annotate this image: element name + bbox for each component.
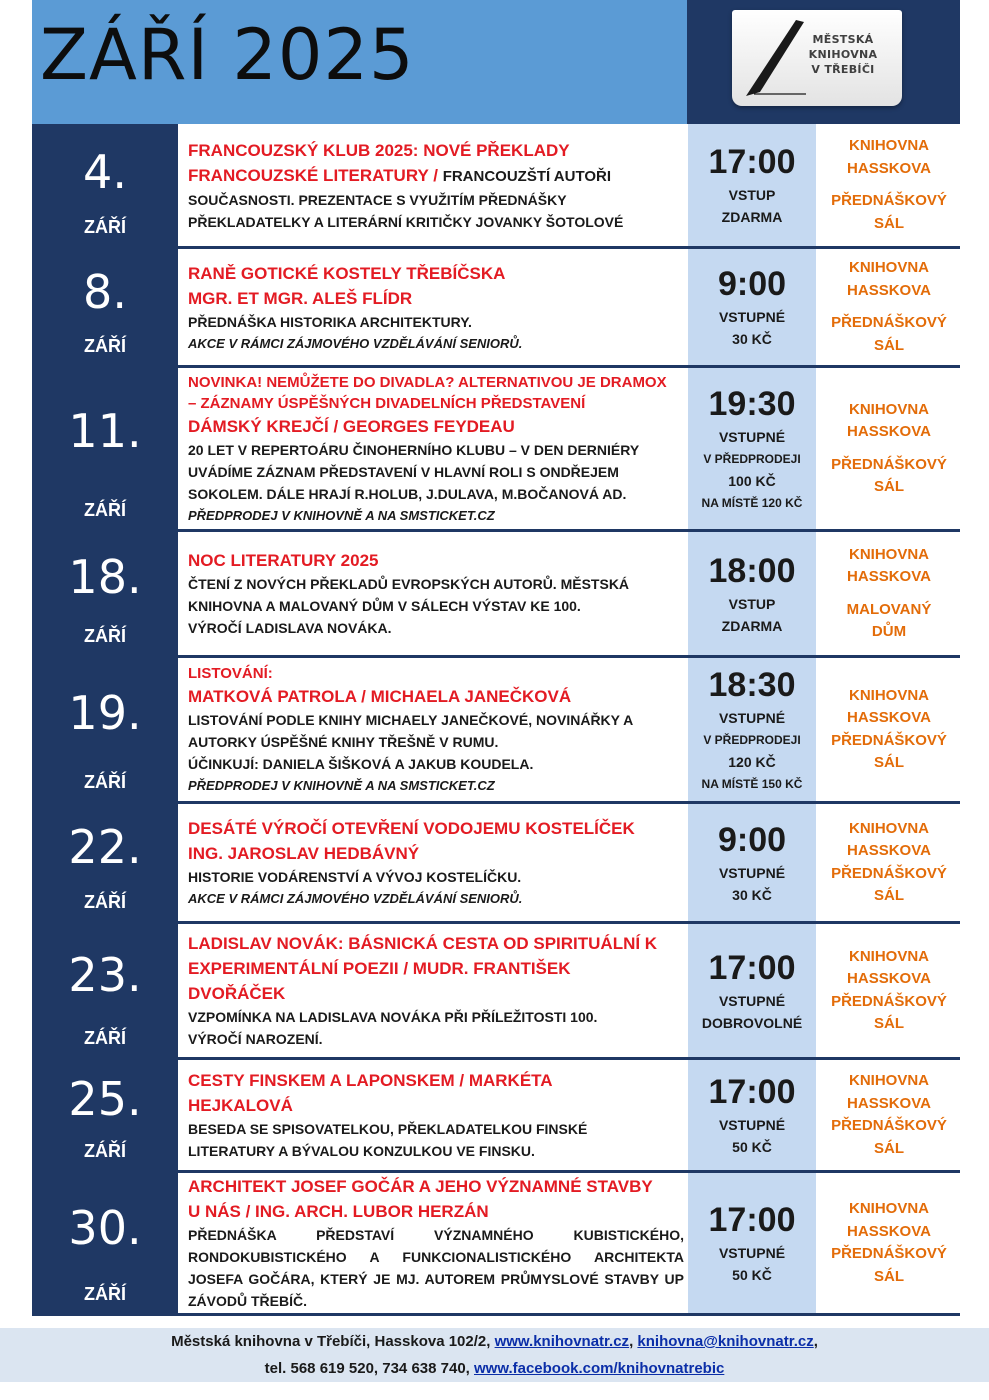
event-description	[188, 658, 684, 801]
event-title-text: LADISLAV NOVÁK: BÁSNICKÁ CESTA OD SPIRITUÁLNÍ K	[188, 934, 658, 953]
library-logo	[732, 10, 902, 106]
event-description	[188, 1060, 684, 1170]
event-title-line	[188, 261, 684, 286]
event-place-line: KNIHOVNA	[848, 259, 929, 276]
event-time: 17:00	[708, 1073, 796, 1111]
date-cell	[32, 1173, 178, 1313]
event-place-line: SÁL	[874, 1267, 904, 1285]
event-note-line: AKCE V RÁMCI ZÁJMOVÉHO VZDĚLÁVÁNÍ SENIORŮ.	[188, 891, 523, 906]
event-day: 22.	[68, 820, 142, 874]
event-title-text: U NÁS / ING. ARCH. LUBOR HERZÁN	[188, 1202, 489, 1221]
event-place-line: PŘEDNÁŠKOVÝ	[831, 1117, 947, 1134]
event-place-line: HASSKOVA	[847, 281, 931, 299]
event-month: ZÁŘÍ	[84, 626, 126, 646]
place-cell	[818, 532, 960, 655]
event-month: ZÁŘÍ	[84, 217, 126, 237]
time-cell	[688, 804, 816, 921]
event-month: ZÁŘÍ	[84, 772, 126, 792]
event-place-line: PŘEDNÁŠKOVÝ	[831, 455, 947, 473]
event-note-line: PŘEDPRODEJ V KNIHOVNĚ A NA SMSTICKET.CZ	[188, 507, 495, 523]
event-place-line: KNIHOVNA	[848, 400, 929, 418]
event-title-line	[188, 1068, 684, 1093]
event-body-line: LISTOVÁNÍ PODLE KNIHY MICHAELY JANEČKOVÉ, NOVINÁŘKY A	[188, 712, 634, 728]
event-price-line: VSTUP	[728, 595, 776, 612]
event-month: ZÁŘÍ	[84, 1284, 126, 1304]
place-cell	[818, 1173, 960, 1313]
place-cell	[818, 1060, 960, 1170]
event-place-line: DŮM	[871, 623, 907, 640]
title-band	[32, 0, 687, 124]
event-place-line: SÁL	[874, 1015, 904, 1032]
time-cell	[688, 1173, 816, 1313]
time-cell	[688, 368, 816, 529]
event-day: 8.	[83, 265, 127, 319]
place-cell	[818, 924, 960, 1057]
event-time: 9:00	[717, 820, 787, 859]
event-price-line: ZDARMA	[721, 617, 783, 634]
event-body-line: SOUČASNOSTI. PREZENTACE S VYUŽITÍM PŘEDNÁŠKY	[188, 191, 567, 208]
logo-text	[804, 32, 882, 77]
event-place-line: KNIHOVNA	[848, 137, 929, 154]
page-title: ZÁŘÍ 2025	[40, 14, 415, 96]
event-month: ZÁŘÍ	[84, 892, 126, 912]
event-time: 17:00	[708, 948, 796, 987]
place-cell	[818, 124, 960, 246]
event-body-line: VÝROČÍ LADISLAVA NOVÁKA.	[188, 620, 392, 636]
event-row	[32, 924, 960, 1060]
event-title-text: HEJKALOVÁ	[188, 1096, 293, 1115]
event-price-line: VSTUPNÉ	[718, 864, 786, 881]
event-title-text: EXPERIMENTÁLNÍ POEZII / MUDR. FRANTIŠEK	[188, 959, 571, 978]
event-place-line: KNIHOVNA	[848, 1200, 929, 1217]
event-speaker: FRANCOUZŠTÍ AUTOŘI	[442, 167, 612, 185]
event-place-line: KNIHOVNA	[848, 819, 929, 837]
footer-address: Městská knihovna v Třebíči, Hasskova 102/2,	[171, 1333, 495, 1350]
event-price-line: 30 KČ	[732, 886, 772, 903]
time-cell	[688, 124, 816, 246]
event-place-line: SÁL	[874, 754, 904, 771]
event-row	[32, 368, 960, 532]
event-title-text: ARCHITEKT JOSEF GOČÁR A JEHO VÝZNAMNÉ STAVBY	[188, 1177, 653, 1196]
event-price-line: ZDARMA	[721, 209, 783, 225]
event-time: 17:00	[708, 1201, 796, 1239]
event-row	[32, 124, 960, 249]
event-title-line	[188, 841, 684, 866]
event-day: 4.	[83, 145, 127, 199]
event-day: 11.	[68, 404, 142, 458]
footer-separator: ,	[629, 1333, 638, 1350]
footer-line-end: ,	[813, 1333, 818, 1350]
event-title-line	[188, 548, 684, 573]
event-price-line: VSTUPNÉ	[718, 1245, 786, 1261]
event-body-line: PŘEDNÁŠKA PŘEDSTAVÍ VÝZNAMNÉHO KUBISTICKÉHO, RONDOKUBISTICKÉHO A FUNKCIONALISTICKÉHO ARCHITEKTA JOSEFA GOČÁRA, KTERÝ JE MJ. AUTOREM PRŮMYSLOVÉ STAVBY UP ZÁVODŮ TŘEBÍČ.	[188, 1227, 684, 1309]
place-cell	[818, 249, 960, 365]
facebook-link[interactable]: www.facebook.com/knihovnatrebic	[474, 1360, 725, 1377]
event-pretitle-line: NOVINKA! NEMŮŽETE DO DIVADLA? ALTERNATIVOU JE DRAMOX	[188, 373, 667, 391]
date-cell	[32, 532, 178, 655]
event-day: 25.	[68, 1072, 142, 1126]
event-place-line: KNIHOVNA	[848, 947, 929, 965]
event-note-line: AKCE V RÁMCI ZÁJMOVÉHO VZDĚLÁVÁNÍ SENIORŮ.	[188, 335, 523, 351]
event-place-line: SÁL	[874, 887, 904, 904]
event-place-line: HASSKOVA	[847, 159, 931, 177]
event-title-line	[188, 684, 684, 709]
event-place-line: PŘEDNÁŠKOVÝ	[831, 992, 947, 1010]
event-place-line: PŘEDNÁŠKOVÝ	[831, 864, 947, 882]
website-link[interactable]: www.knihovnatr.cz	[494, 1333, 630, 1350]
date-cell	[32, 924, 178, 1057]
event-title-text: MATKOVÁ PATROLA / MICHAELA JANEČKOVÁ	[188, 687, 572, 706]
time-cell	[688, 532, 816, 655]
event-place-line: PŘEDNÁŠKOVÝ	[831, 192, 947, 209]
event-place-line: SÁL	[874, 214, 904, 232]
event-body-line: VÝROČÍ NAROZENÍ.	[188, 1031, 323, 1047]
event-title-text: DVOŘÁČEK	[188, 984, 286, 1003]
event-title-text: MGR. ET MGR. ALEŠ FLÍDR	[188, 288, 413, 308]
event-day: 18.	[68, 550, 142, 604]
event-price-line: 100 KČ	[728, 472, 776, 489]
event-pretitle-line: – ZÁZNAMY ÚSPĚŠNÝCH DIVADELNÍCH PŘEDSTAVENÍ	[188, 394, 586, 412]
time-cell	[688, 658, 816, 801]
place-cell	[818, 658, 960, 801]
time-cell	[688, 1060, 816, 1170]
date-cell	[32, 658, 178, 801]
event-title-line	[188, 1174, 684, 1199]
event-body-line: BESEDA SE SPISOVATELKOU, PŘEKLADATELKOU FINSKÉ	[188, 1121, 588, 1137]
date-cell	[32, 368, 178, 529]
footer-phones: tel. 568 619 520, 734 638 740,	[264, 1360, 474, 1377]
event-row	[32, 1060, 960, 1173]
event-place-line: SÁL	[874, 478, 904, 495]
footer	[0, 1328, 989, 1382]
event-place-line: HASSKOVA	[847, 1094, 931, 1112]
event-title-line	[188, 981, 684, 1006]
event-place-line: KNIHOVNA	[848, 1072, 929, 1089]
event-day: 19.	[68, 686, 142, 740]
event-title-line	[188, 286, 684, 311]
place-cell	[818, 804, 960, 921]
event-title-line	[188, 163, 684, 189]
event-place-line: HASSKOVA	[847, 970, 931, 987]
event-place-line: SÁL	[874, 336, 904, 354]
date-cell	[32, 804, 178, 921]
logo-line: V TŘEBÍČI	[811, 63, 875, 76]
event-day: 23.	[68, 948, 142, 1002]
event-body-line: AUTORKY ÚSPĚŠNÉ KNIHY TŘEŠNĚ V RUMU.	[188, 734, 499, 750]
event-description	[188, 804, 684, 921]
event-body-line: ÚČINKUJÍ: DANIELA ŠIŠKOVÁ A JAKUB KOUDELA.	[188, 756, 534, 772]
event-place-line: MALOVANÝ	[846, 600, 932, 618]
event-place-line: HASSKOVA	[847, 1222, 931, 1240]
event-month: ZÁŘÍ	[84, 1028, 126, 1048]
event-month: ZÁŘÍ	[84, 500, 126, 520]
logo-line: KNIHOVNA	[808, 48, 878, 61]
event-price-line: NA MÍSTĚ 120 KČ	[701, 495, 803, 510]
event-price-line: 30 KČ	[732, 331, 772, 347]
event-place-line: HASSKOVA	[847, 423, 931, 440]
event-description	[188, 1173, 684, 1313]
event-body-line: PŘEKLADATELKY A LITERÁRNÍ KRITIČKY JOVANKY ŠOTOLOVÉ	[188, 213, 624, 230]
event-title-text: ING. JAROSLAV HEDBÁVNÝ	[188, 844, 420, 863]
event-body-line: UVÁDÍME ZÁZNAM PŘEDSTAVENÍ V HLAVNÍ ROLI S ONDŘEJEM	[188, 463, 619, 480]
event-month: ZÁŘÍ	[84, 1141, 126, 1161]
event-price-line: VSTUPNÉ	[718, 992, 786, 1009]
event-price-line: NA MÍSTĚ 150 KČ	[701, 776, 803, 791]
event-body-line: VZPOMÍNKA NA LADISLAVA NOVÁKA PŘI PŘÍLEŽITOSTI 100.	[188, 1009, 598, 1025]
event-place-line: KNIHOVNA	[848, 686, 929, 704]
event-title-text: FRANCOUZSKÝ KLUB 2025: NOVÉ PŘEKLADY	[188, 140, 570, 160]
event-place-line: PŘEDNÁŠKOVÝ	[831, 1245, 947, 1262]
event-place-line: HASSKOVA	[847, 842, 931, 859]
event-price-line: VSTUPNÉ	[718, 309, 786, 325]
event-title-text: NOC LITERATURY 2025	[188, 551, 379, 570]
event-title-line	[188, 816, 684, 841]
event-place-line: HASSKOVA	[847, 568, 931, 585]
event-time: 18:30	[708, 665, 796, 704]
event-description	[188, 532, 684, 655]
event-price-line: DOBROVOLNÉ	[701, 1014, 803, 1031]
event-title-text: DÁMSKÝ KREJČÍ / GEORGES FEYDEAU	[188, 416, 515, 436]
event-day: 30.	[68, 1201, 142, 1255]
event-title-text: CESTY FINSKEM A LAPONSKEM / MARKÉTA	[188, 1071, 553, 1090]
event-time: 9:00	[717, 265, 787, 303]
event-title-line	[188, 956, 684, 981]
event-month: ZÁŘÍ	[84, 336, 126, 356]
event-row	[32, 804, 960, 924]
event-row	[32, 249, 960, 368]
event-price-line: 50 KČ	[732, 1139, 772, 1155]
event-price-line: VSTUPNÉ	[718, 1117, 786, 1133]
event-price-line: 120 KČ	[728, 753, 776, 770]
event-pretitle-line: LISTOVÁNÍ:	[188, 665, 273, 682]
event-description	[188, 924, 684, 1057]
event-title-text: FRANCOUZSKÉ LITERATURY /	[188, 165, 443, 185]
place-cell	[818, 368, 960, 529]
logo-line: MĚSTSKÁ	[812, 33, 874, 46]
event-body-line: KNIHOVNA A MALOVANÝ DŮM V SÁLECH VÝSTAV KE 100.	[188, 598, 581, 614]
event-row	[32, 1173, 960, 1316]
event-title-line	[188, 1093, 684, 1118]
date-cell	[32, 1060, 178, 1170]
event-title-text: RANĚ GOTICKÉ KOSTELY TŘEBÍČSKA	[188, 263, 506, 283]
event-price-line: V PŘEDPRODEJI	[703, 732, 801, 747]
event-title-line	[188, 138, 684, 163]
event-description	[188, 124, 684, 246]
date-cell	[32, 249, 178, 365]
event-body-line: LITERATURY A BÝVALOU KONZULKOU VE FINSKU.	[188, 1143, 535, 1159]
event-place-line: PŘEDNÁŠKOVÝ	[831, 731, 947, 749]
event-price-line: 50 KČ	[732, 1267, 772, 1283]
event-title-text: DESÁTÉ VÝROČÍ OTEVŘENÍ VODOJEMU KOSTELÍČEK	[188, 819, 635, 838]
event-title-line	[188, 414, 684, 439]
time-cell	[688, 249, 816, 365]
event-time: 17:00	[708, 143, 796, 181]
event-price-line: VSTUP	[728, 187, 776, 203]
footer-line-2	[0, 1355, 989, 1382]
event-time: 18:00	[708, 551, 796, 590]
event-time: 19:30	[708, 384, 796, 423]
event-description	[188, 368, 684, 529]
footer-line-1	[0, 1328, 989, 1355]
event-body-line: 20 LET V REPERTOÁRU ČINOHERNÍHO KLUBU – V DEN DERNIÉRY	[188, 441, 640, 458]
event-body-line: PŘEDNÁŠKA HISTORIKA ARCHITEKTURY.	[188, 313, 472, 330]
event-description	[188, 249, 684, 365]
date-cell	[32, 124, 178, 246]
event-row	[32, 658, 960, 804]
event-price-line: VSTUPNÉ	[718, 709, 786, 726]
event-body-line: ČTENÍ Z NOVÝCH PŘEKLADŮ EVROPSKÝCH AUTORŮ. MĚSTSKÁ	[188, 576, 630, 592]
event-title-line	[188, 1199, 684, 1224]
event-place-line: HASSKOVA	[847, 709, 931, 726]
time-cell	[688, 924, 816, 1057]
event-place-line: KNIHOVNA	[848, 545, 929, 563]
event-note-line: PŘEDPRODEJ V KNIHOVNĚ A NA SMSTICKET.CZ	[188, 778, 495, 793]
event-row	[32, 532, 960, 658]
event-price-line: VSTUPNÉ	[718, 428, 786, 445]
email-link[interactable]: knihovna@knihovnatr.cz	[637, 1333, 814, 1350]
event-body-line: HISTORIE VODÁRENSTVÍ A VÝVOJ KOSTELÍČKU.	[188, 869, 522, 885]
event-place-line: PŘEDNÁŠKOVÝ	[831, 314, 947, 331]
event-body-line: SOKOLEM. DÁLE HRAJÍ R.HOLUB, J.DULAVA, M.BOČANOVÁ AD.	[188, 485, 627, 502]
event-place-line: SÁL	[874, 1139, 904, 1157]
event-price-line: V PŘEDPRODEJI	[703, 451, 801, 466]
event-title-line	[188, 931, 684, 956]
